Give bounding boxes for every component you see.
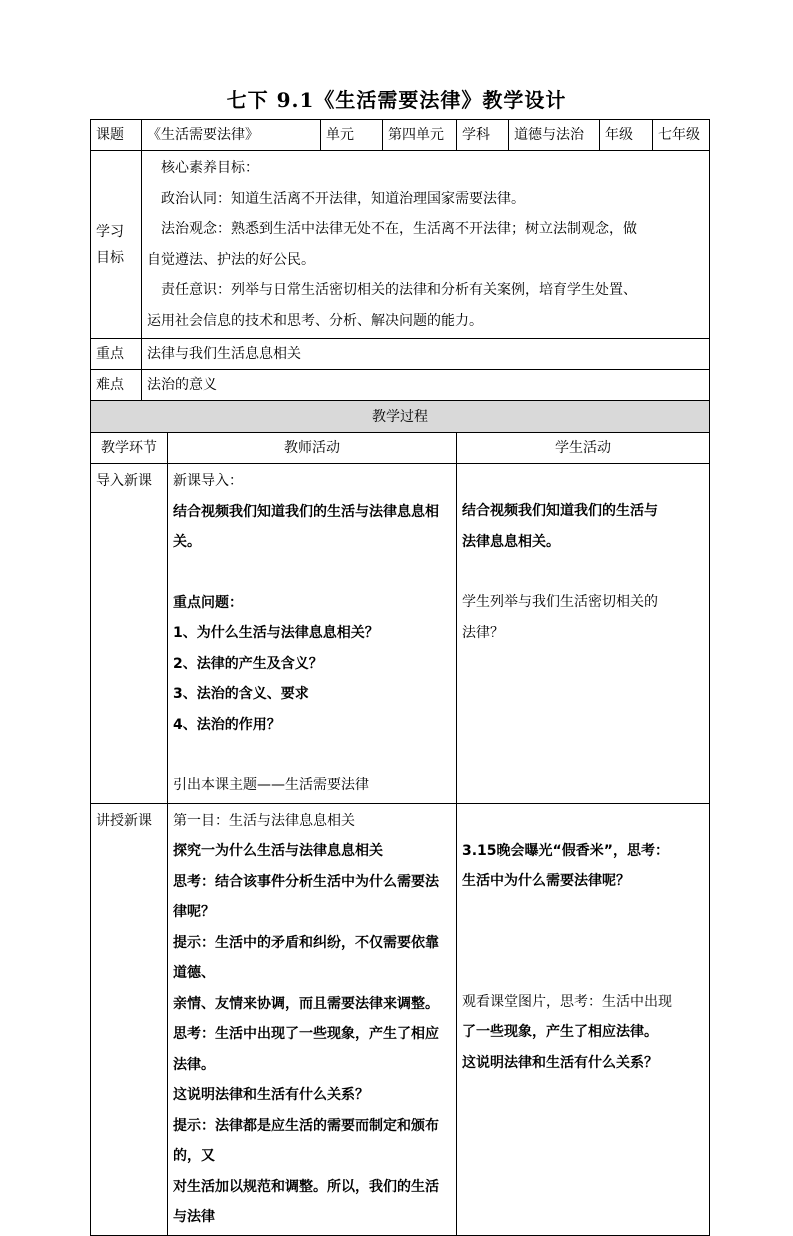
subject-label: 课题 — [91, 120, 142, 151]
difficulty-label: 难点 — [91, 370, 142, 401]
intro-teacher-line: 结合视频我们知道我们的生活与法律息息相关。 — [173, 503, 439, 550]
col-stage: 教学环节 — [91, 433, 168, 464]
intro-stage: 导入新课 — [91, 464, 168, 804]
lecture-teacher-line: 提示：法律都是应生活的需要而制定和颁布的，又 — [173, 1117, 439, 1164]
goals-line: 法治观念：熟悉到生活中法律无处不在，生活离不开法律；树立法制观念，做 — [161, 221, 637, 237]
lecture-teacher — [168, 803, 457, 1235]
lecture-teacher-line: 第一目：生活与法律息息相关 — [173, 812, 355, 829]
goals-line: 运用社会信息的技术和思考、分析、解决问题的能力。 — [147, 312, 483, 329]
col-student: 学生活动 — [457, 433, 710, 464]
key-point-value: 法律与我们生活息息相关 — [142, 339, 710, 370]
lecture-teacher-line: 思考：结合该事件分析生活中为什么需要法律呢？ — [173, 873, 439, 920]
goals-line: 自觉遵法、护法的好公民。 — [147, 251, 315, 268]
lecture-teacher-line: 思考：生活中出现了一些现象，产生了相应法律。 — [173, 1026, 439, 1073]
lecture-student-line: 生活中为什么需要法律呢？ — [462, 873, 630, 889]
intro-teacher-line: 2、法律的产生及含义？ — [173, 655, 323, 672]
lecture-student-line: 了一些现象，产生了相应法律。 — [462, 1024, 658, 1040]
process-header: 教学过程 — [91, 401, 710, 433]
intro-teacher-line: 引出本课主题——生活需要法律 — [173, 777, 369, 793]
intro-student — [457, 464, 710, 804]
process-columns-row — [91, 433, 710, 464]
lecture-teacher-line: 探究一为什么生活与法律息息相关 — [173, 843, 383, 859]
process-header-row — [91, 401, 710, 433]
subject-value: 《生活需要法律》 — [142, 120, 321, 151]
intro-student-line: 法律？ — [462, 624, 504, 641]
lecture-student-line: 观看课堂图片，思考：生活中出现 — [462, 993, 672, 1010]
goals-row — [91, 151, 710, 339]
lecture-teacher-line: 提示：生活中的矛盾和纠纷，不仅需要依靠道德、 — [173, 934, 439, 981]
lecture-teacher-line: 这说明法律和生活有什么关系？ — [173, 1087, 369, 1103]
lecture-row — [91, 803, 710, 1235]
difficulty-row — [91, 370, 710, 401]
grade-value: 七年级 — [653, 120, 710, 151]
intro-row — [91, 464, 710, 804]
col-teacher: 教师活动 — [168, 433, 457, 464]
intro-teacher-line: 4、法治的作用？ — [173, 716, 281, 733]
goals-line: 核心素养目标： — [161, 160, 259, 176]
intro-teacher-line: 3、法治的含义、要求 — [173, 686, 309, 702]
grade-label: 年级 — [600, 120, 653, 151]
intro-teacher — [168, 464, 457, 804]
lecture-teacher-line: 对生活加以规范和调整。所以，我们的生活与法律 — [173, 1178, 439, 1225]
intro-teacher-line: 新课导入： — [173, 473, 243, 489]
intro-student-line: 结合视频我们知道我们的生活与 — [462, 503, 658, 519]
goals-line: 政治认同：知道生活离不开法律，知道治理国家需要法律。 — [161, 190, 525, 207]
lecture-stage: 讲授新课 — [91, 803, 168, 1235]
intro-teacher-line: 1、为什么生活与法律息息相关？ — [173, 625, 379, 641]
goals-label: 学习目标 — [91, 151, 142, 339]
intro-student-line: 法律息息相关。 — [462, 533, 560, 550]
course-value: 道德与法治 — [509, 120, 600, 151]
lesson-plan-table — [90, 119, 710, 1236]
lecture-student — [457, 803, 710, 1235]
goals-line: 责任意识：列举与日常生活密切相关的法律和分析有关案例，培育学生处置、 — [161, 282, 637, 298]
intro-teacher-line: 重点问题： — [173, 594, 243, 611]
document-title: 七下 9.1《生活需要法律》教学设计 — [226, 88, 567, 112]
goals-content — [142, 151, 710, 339]
key-point-row — [91, 339, 710, 370]
difficulty-value: 法治的意义 — [142, 370, 710, 401]
course-label: 学科 — [457, 120, 509, 151]
key-point-label: 重点 — [91, 339, 142, 370]
lecture-student-line: 这说明法律和生活有什么关系？ — [462, 1054, 658, 1071]
unit-label: 单元 — [321, 120, 383, 151]
unit-value: 第四单元 — [383, 120, 457, 151]
info-row — [91, 120, 710, 151]
lecture-student-line: 3.15晚会曝光“假香米”，思考： — [462, 842, 669, 859]
lecture-teacher-line: 亲情、友情来协调，而且需要法律来调整。 — [173, 995, 439, 1012]
intro-student-line: 学生列举与我们生活密切相关的 — [462, 594, 658, 610]
